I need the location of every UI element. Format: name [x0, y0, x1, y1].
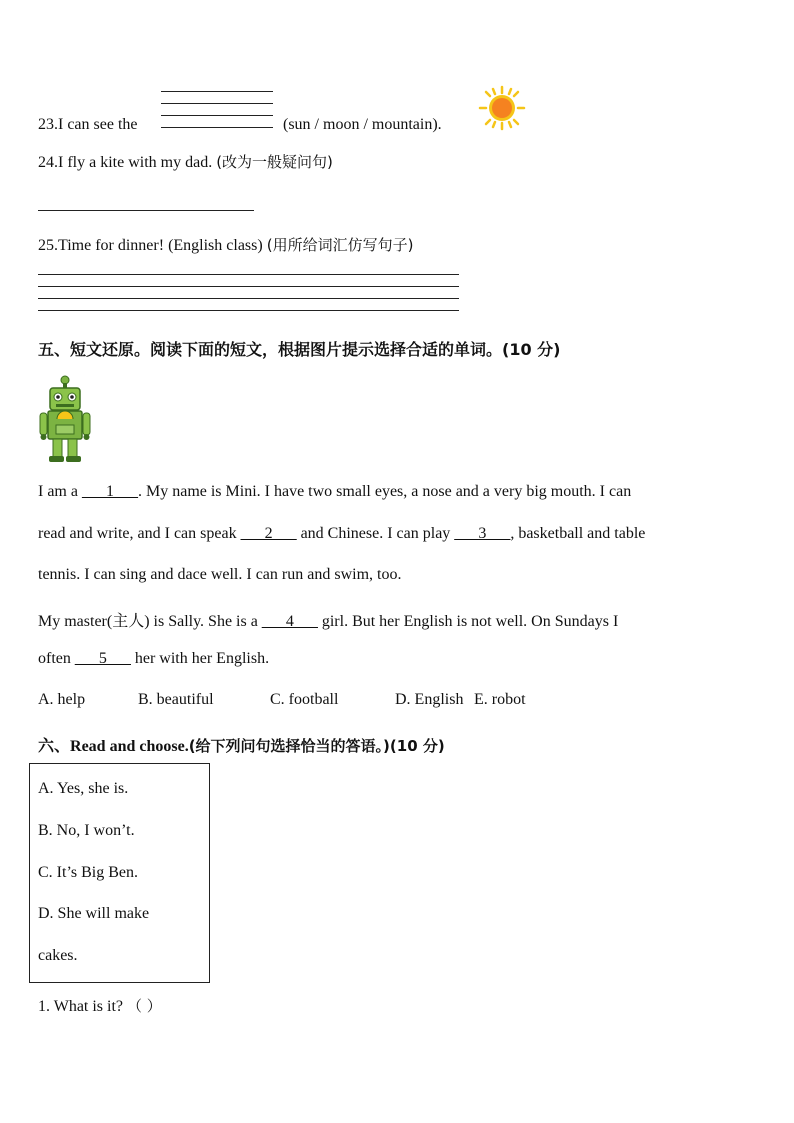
- section6-title-rest: (给下列问句选择恰当的答语。)(10 分): [188, 737, 445, 755]
- answer-line-25d[interactable]: [38, 310, 459, 311]
- answer-line-25c[interactable]: [38, 298, 459, 299]
- passage-text: My master(主人) is Sally. She is a: [38, 613, 262, 630]
- sun-icon: [478, 85, 526, 131]
- answer-line-23a[interactable]: [161, 91, 273, 92]
- q24-text: [38, 151, 333, 172]
- answer-option-b: B. No, I won’t.: [38, 822, 135, 839]
- q23-options: (sun / moon / mountain).: [283, 116, 442, 133]
- blank-4[interactable]: ___4___: [261, 613, 318, 630]
- passage-text: her with her English.: [130, 650, 270, 667]
- blank-2[interactable]: ___2___: [240, 525, 297, 542]
- answer-option-d: D. She will make: [38, 905, 150, 922]
- section6-number: 六、: [38, 736, 71, 755]
- passage-text: girl. But her English is not well. On Sundays I: [317, 613, 619, 630]
- q25-text: [38, 234, 413, 255]
- q24-instruction: (改为一般疑问句): [216, 153, 333, 171]
- answer-line-24[interactable]: [38, 210, 254, 211]
- choice-e: E. robot: [474, 691, 526, 708]
- section6-title-en: Read and choose.: [70, 738, 189, 755]
- answer-option-d-cont: cakes.: [38, 947, 78, 964]
- answer-line-23b[interactable]: [161, 103, 273, 104]
- choice-d: D. English: [395, 691, 464, 708]
- blank-5[interactable]: ___5___: [74, 650, 131, 667]
- passage-line-4: [38, 608, 618, 631]
- q6-1-answer-paren[interactable]: （ ）: [127, 997, 162, 1015]
- passage-text: , basketball and table: [510, 525, 646, 542]
- blank-1[interactable]: ___1___: [81, 483, 138, 500]
- passage-text: . My name is Mini. I have two small eyes, a nose and a very big mouth. I can: [137, 483, 632, 500]
- passage-line-3: tennis. I can sing and dace well. I can run and swim, too.: [38, 566, 402, 583]
- passage-text: often: [38, 650, 75, 667]
- passage-text: read and write, and I can speak: [38, 525, 241, 542]
- q25-sentence: 25.Time for dinner! (English class): [38, 237, 263, 254]
- q24-sentence: 24.I fly a kite with my dad.: [38, 154, 213, 171]
- passage-line-5: [38, 650, 269, 668]
- q23-prefix: 23.I can see the: [38, 116, 138, 133]
- section5-title: 五、短文还原。阅读下面的短文，根据图片提示选择合适的单词。(10 分): [38, 340, 561, 359]
- answer-line-23d[interactable]: [161, 127, 273, 128]
- answer-line-25b[interactable]: [38, 286, 459, 287]
- passage-text: and Chinese. I can play: [296, 525, 455, 542]
- passage-text: I am a: [38, 483, 82, 500]
- passage-line-2: [38, 525, 645, 543]
- robot-icon: [38, 375, 92, 463]
- answer-option-a: A. Yes, she is.: [38, 780, 129, 797]
- q25-instruction: (用所给词汇仿写句子): [266, 236, 414, 254]
- passage-line-1: [38, 483, 631, 501]
- choice-c: C. football: [270, 691, 339, 708]
- answer-line-23c[interactable]: [161, 115, 273, 116]
- q6-1-text: 1. What is it?: [38, 998, 124, 1015]
- blank-3[interactable]: ___3___: [454, 525, 511, 542]
- section6-title: [38, 733, 445, 756]
- answer-line-25a[interactable]: [38, 274, 459, 275]
- answer-option-c: C. It’s Big Ben.: [38, 864, 139, 881]
- choice-b: B. beautiful: [138, 691, 214, 708]
- choice-a: A. help: [38, 691, 86, 708]
- q6-1: [38, 995, 162, 1016]
